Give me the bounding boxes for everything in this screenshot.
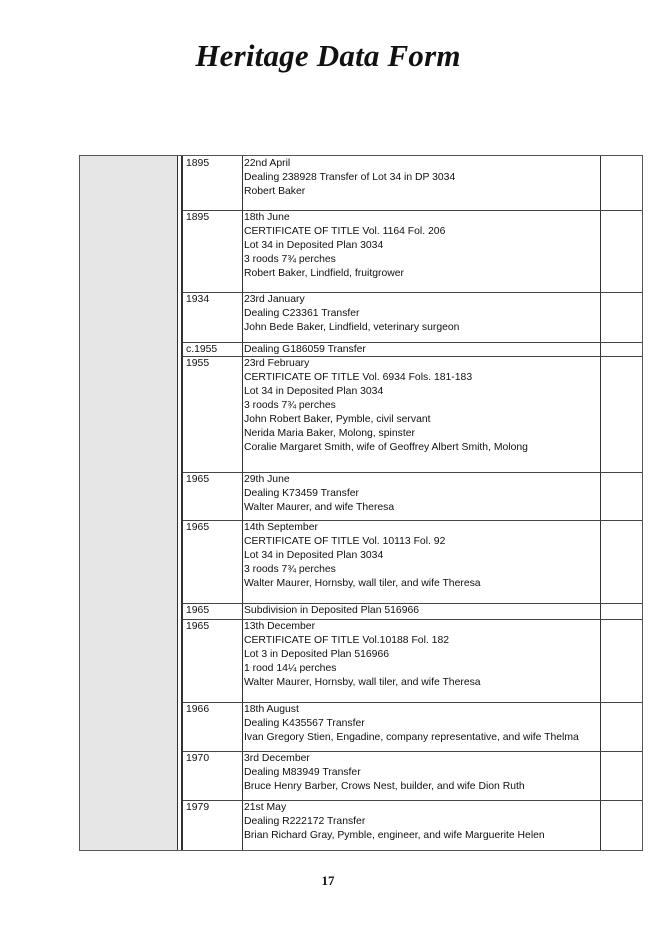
detail-line: 1 rood 14¼ perches (244, 663, 337, 674)
detail-line: CERTIFICATE OF TITLE Vol. 6934 Fols. 181-183 (244, 372, 473, 383)
table-row (184, 800, 600, 850)
row-year: 1955 (186, 358, 210, 369)
column-divider (600, 156, 601, 850)
detail-line: 23rd February (244, 358, 310, 369)
detail-line: CERTIFICATE OF TITLE Vol. 10113 Fol. 92 (244, 536, 446, 547)
row-divider (183, 342, 642, 343)
row-year: 1965 (186, 621, 210, 632)
row-details (244, 521, 598, 591)
row-details (244, 211, 598, 281)
row-year: 1965 (186, 522, 210, 533)
detail-line: 3 roods 7¾ perches (244, 400, 336, 411)
table-row (184, 342, 600, 356)
detail-line: Subdivision in Deposited Plan 516966 (244, 605, 420, 616)
detail-line: 21st May (244, 802, 287, 813)
column-divider (181, 156, 183, 850)
detail-line: Lot 3 in Deposited Plan 516966 (244, 649, 390, 660)
table-row (184, 702, 600, 751)
row-divider (183, 356, 642, 357)
detail-line: Dealing 238928 Transfer of Lot 34 in DP 3034 (244, 172, 456, 183)
row-year: 1970 (186, 753, 210, 764)
row-details (244, 801, 598, 843)
page-title: Heritage Data Form (195, 38, 461, 73)
column-divider (177, 156, 178, 850)
detail-line: Ivan Gregory Stien, Engadine, company representative, and wife Thelma (244, 732, 579, 743)
detail-line: Dealing K73459 Transfer (244, 488, 359, 499)
detail-line: John Robert Baker, Pymble, civil servant (244, 414, 431, 425)
detail-line: Coralie Margaret Smith, wife of Geoffrey Albert Smith, Molong (244, 442, 528, 453)
row-divider (183, 751, 642, 752)
detail-line: 3rd December (244, 753, 310, 764)
detail-line: Walter Maurer, Hornsby, wall tiler, and wife Theresa (244, 578, 481, 589)
row-details (244, 604, 598, 618)
table-row (184, 603, 600, 619)
table-row (184, 472, 600, 520)
table-row (184, 292, 600, 342)
detail-line: 14th September (244, 522, 318, 533)
detail-line: Robert Baker, Lindfield, fruitgrower (244, 268, 404, 279)
detail-line: Robert Baker (244, 186, 306, 197)
table-row (184, 210, 600, 292)
row-details (244, 473, 598, 515)
detail-line: Dealing K435567 Transfer (244, 718, 365, 729)
side-label-column (80, 156, 177, 850)
row-year: 1979 (186, 802, 210, 813)
detail-line: CERTIFICATE OF TITLE Vol.10188 Fol. 182 (244, 635, 450, 646)
detail-line: 3 roods 7¾ perches (244, 564, 336, 575)
table-row (184, 751, 600, 800)
detail-line: Brian Richard Gray, Pymble, engineer, and wife Marguerite Helen (244, 830, 545, 841)
detail-line: 13th December (244, 621, 316, 632)
row-year: 1934 (186, 294, 210, 305)
row-details (244, 703, 598, 745)
detail-line: 18th June (244, 212, 290, 223)
detail-line: Lot 34 in Deposited Plan 3034 (244, 550, 384, 561)
detail-line: Dealing G186059 Transfer (244, 344, 366, 355)
detail-line: CERTIFICATE OF TITLE Vol. 1164 Fol. 206 (244, 226, 446, 237)
table-row (184, 520, 600, 603)
row-divider (183, 472, 642, 473)
detail-line: Bruce Henry Barber, Crows Nest, builder, and wife Dion Ruth (244, 781, 525, 792)
row-year: 1895 (186, 212, 210, 223)
row-divider (183, 702, 642, 703)
row-year: c.1955 (186, 344, 218, 355)
detail-line: 23rd January (244, 294, 305, 305)
table-row (184, 356, 600, 472)
detail-line: 22nd April (244, 158, 291, 169)
row-divider (183, 210, 642, 211)
row-divider (183, 292, 642, 293)
row-year: 1966 (186, 704, 210, 715)
detail-line: Dealing C23361 Transfer (244, 308, 360, 319)
detail-line: 3 roods 7¾ perches (244, 254, 336, 265)
row-year: 1895 (186, 158, 210, 169)
page-number: 17 (321, 873, 335, 888)
row-year: 1965 (186, 474, 210, 485)
row-details (244, 157, 598, 199)
detail-line: Walter Maurer, and wife Theresa (244, 502, 395, 513)
row-divider (183, 800, 642, 801)
detail-line: Dealing R222172 Transfer (244, 816, 366, 827)
detail-line: Lot 34 in Deposited Plan 3034 (244, 386, 384, 397)
detail-line: John Bede Baker, Lindfield, veterinary surgeon (244, 322, 460, 333)
row-details (244, 357, 598, 455)
row-details (244, 293, 598, 335)
detail-line: 29th June (244, 474, 290, 485)
detail-line: Walter Maurer, Hornsby, wall tiler, and wife Theresa (244, 677, 481, 688)
detail-line: Nerida Maria Baker, Molong, spinster (244, 428, 415, 439)
table-row (184, 619, 600, 702)
row-details (244, 620, 598, 690)
table-row (184, 156, 600, 210)
row-divider (183, 520, 642, 521)
row-divider (183, 603, 642, 604)
row-divider (183, 619, 642, 620)
row-details (244, 752, 598, 794)
row-details (244, 343, 598, 357)
detail-line: Lot 34 in Deposited Plan 3034 (244, 240, 384, 251)
detail-line: Dealing M83949 Transfer (244, 767, 361, 778)
detail-line: 18th August (244, 704, 299, 715)
row-year: 1965 (186, 605, 210, 616)
